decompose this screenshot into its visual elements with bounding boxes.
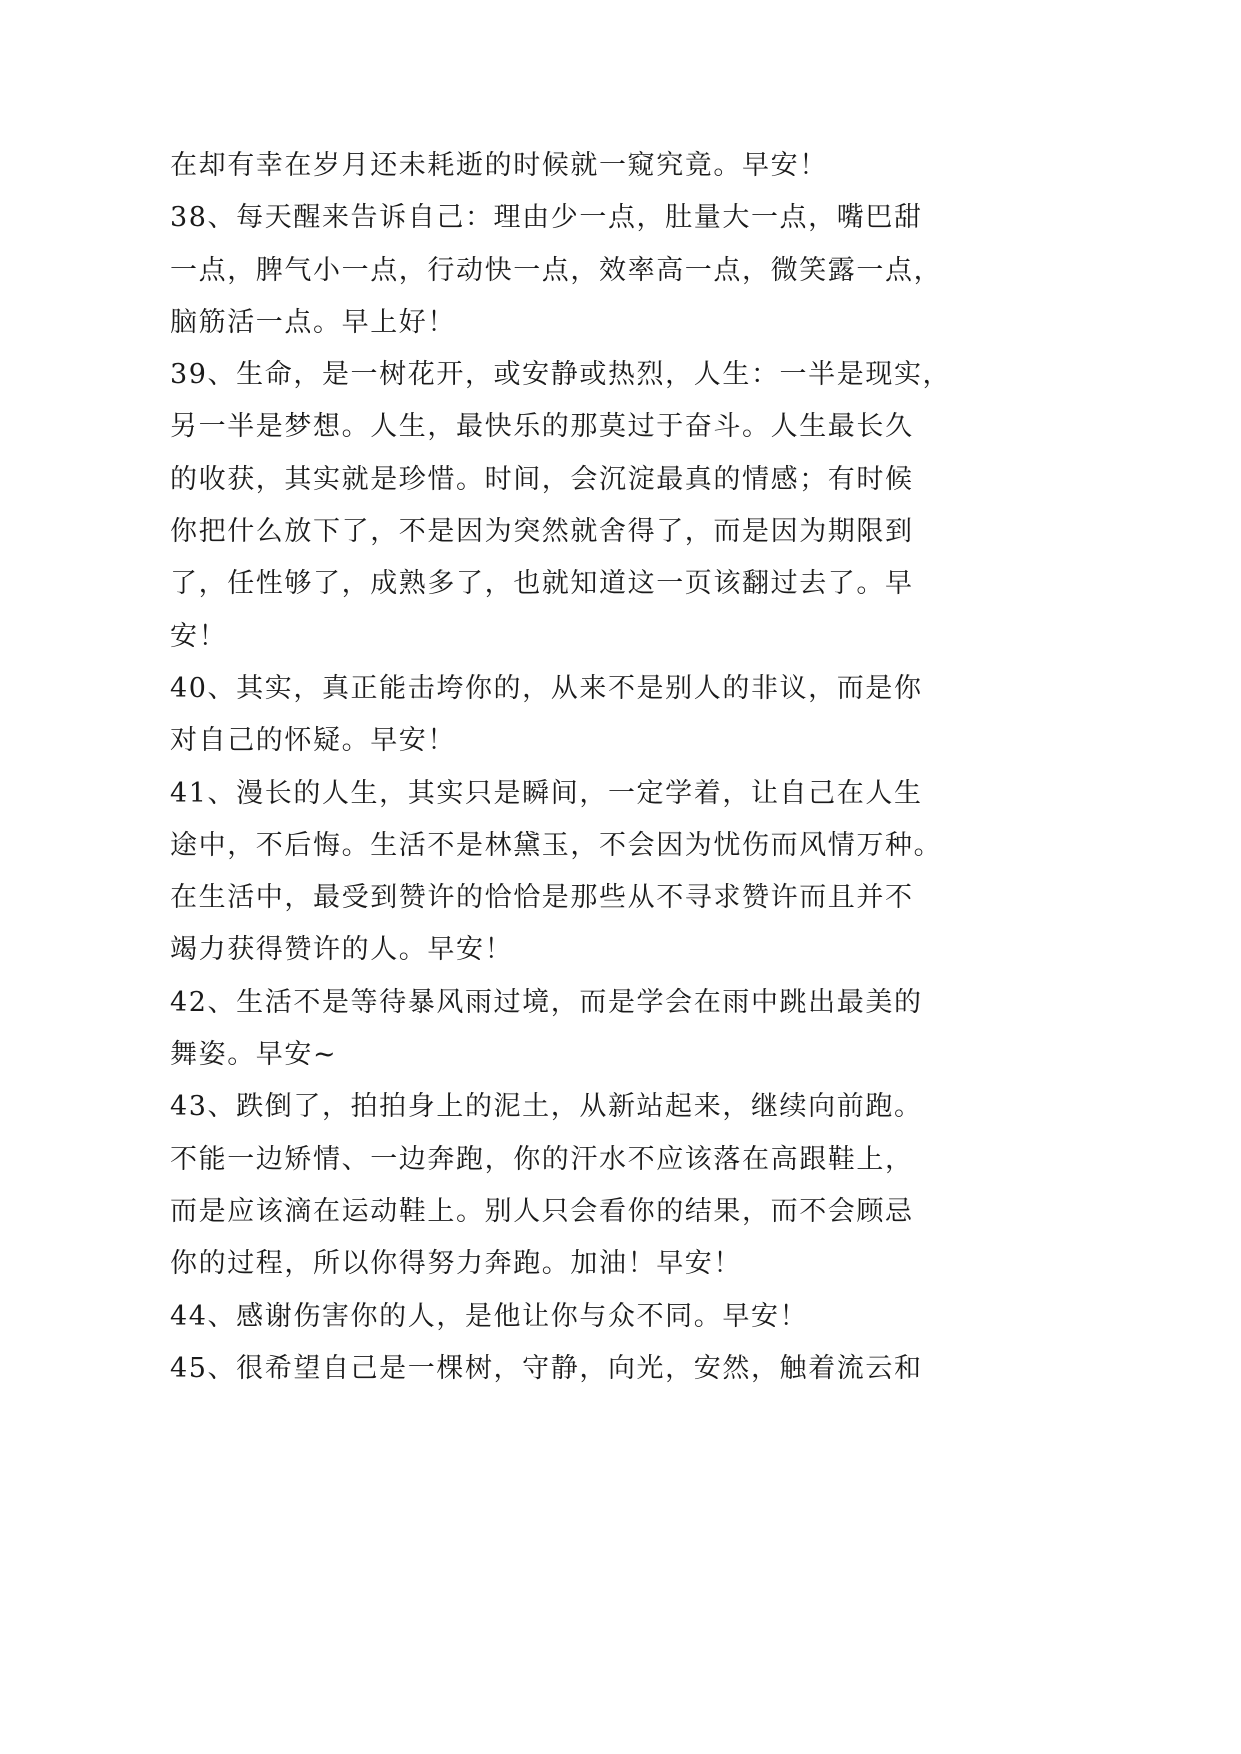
text-line: 41、漫长的人生，其实只是瞬间，一定学着，让自己在人生 [170, 777, 923, 809]
text-line: 你把什么放下了，不是因为突然就舍得了，而是因为期限到 [170, 516, 914, 548]
text-line: 在生活中，最受到赞许的恰恰是那些从不寻求赞许而且并不 [170, 882, 914, 914]
text-line: 一点，脾气小一点，行动快一点，效率高一点，微笑露一点， [170, 254, 943, 286]
text-line: 45、很希望自己是一棵树，守静，向光，安然，触着流云和 [170, 1352, 923, 1384]
text-line: 舞姿。早安~ [170, 1039, 338, 1071]
text-line: 38、每天醒来告诉自己：理由少一点，肚量大一点，嘴巴甜 [170, 202, 923, 234]
text-line: 途中，不后悔。生活不是林黛玉，不会因为忧伤而风情万种。 [170, 829, 943, 861]
text-line: 42、生活不是等待暴风雨过境，而是学会在雨中跳出最美的 [170, 986, 923, 1018]
text-line: 对自己的怀疑。早安！ [170, 725, 456, 757]
document-body [170, 140, 950, 1395]
text-line: 安！ [170, 620, 228, 652]
text-line: 你的过程，所以你得努力奔跑。加油！早安！ [170, 1248, 742, 1280]
text-line: 39、生命，是一树花开，或安静或热烈，人生：一半是现实， [170, 359, 952, 391]
text-line: 不能一边矫情、一边奔跑，你的汗水不应该落在高跟鞋上， [170, 1143, 914, 1175]
text-line: 40、其实，真正能击垮你的，从来不是别人的非议，而是你 [170, 672, 923, 704]
text-line: 44、感谢伤害你的人，是他让你与众不同。早安！ [170, 1300, 809, 1332]
text-line: 的收获，其实就是珍惜。时间，会沉淀最真的情感；有时候 [170, 463, 914, 495]
text-line: 在却有幸在岁月还未耗逝的时候就一窥究竟。早安！ [170, 150, 828, 181]
text-line: 另一半是梦想。人生，最快乐的那莫过于奋斗。人生最长久 [170, 411, 914, 443]
text-line: 竭力获得赞许的人。早安！ [170, 934, 514, 966]
text-line: 43、跌倒了，拍拍身上的泥土，从新站起来，继续向前跑。 [170, 1091, 923, 1123]
text-line: 而是应该滴在运动鞋上。别人只会看你的结果，而不会顾忌 [170, 1195, 914, 1227]
text-line: 脑筋活一点。早上好！ [170, 306, 456, 338]
text-line: 了，任性够了，成熟多了，也就知道这一页该翻过去了。早 [170, 568, 914, 600]
